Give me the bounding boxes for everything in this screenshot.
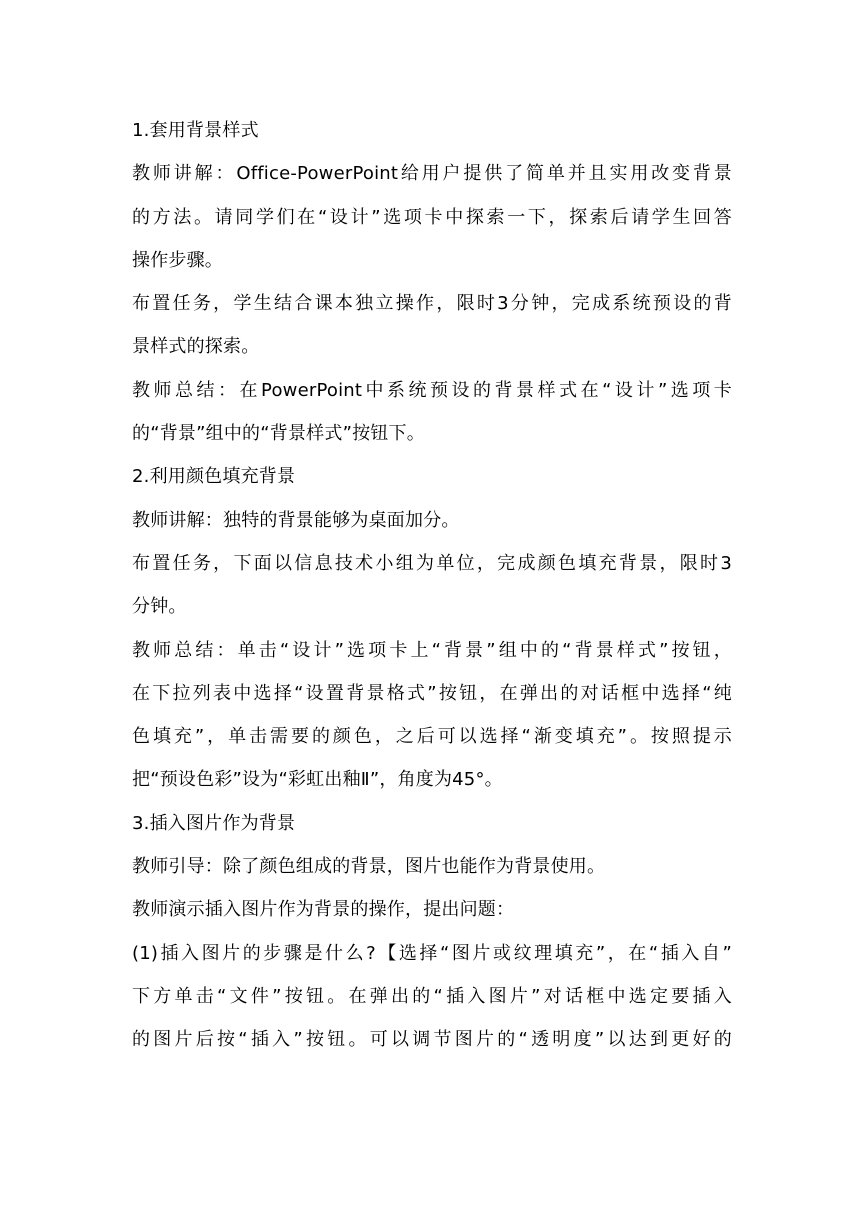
paragraph-line: 教师讲解：独特的背景能够为桌面加分。 xyxy=(132,509,460,531)
paragraph-line: 布置任务，学生结合课本独立操作，限时3分钟，完成系统预设的背 xyxy=(132,293,732,315)
paragraph-line: 的“背景”组中的“背景样式”按钮下。 xyxy=(132,423,425,445)
paragraph-line: 教师总结：在PowerPoint中系统预设的背景样式在“设计”选项卡 xyxy=(132,379,732,401)
paragraph-line: 教师讲解：Office-PowerPoint给用户提供了简单并且实用改变背景 xyxy=(132,163,732,185)
paragraph-line: 下方单击“文件”按钮。在弹出的“插入图片”对话框中选定要插入 xyxy=(132,985,732,1007)
paragraph-line: 布置任务，下面以信息技术小组为单位，完成颜色填充背景，限时3 xyxy=(132,552,732,574)
paragraph-line: 分钟。 xyxy=(132,596,187,618)
paragraph-line: 的图片后按“插入”按钮。可以调节图片的“透明度”以达到更好的 xyxy=(132,1029,732,1051)
paragraph-line: 色填充”，单击需要的颜色，之后可以选择“渐变填充”。按照提示 xyxy=(132,726,732,748)
paragraph-line: 教师总结：单击“设计”选项卡上“背景”组中的“背景样式”按钮， xyxy=(132,639,732,661)
paragraph-line: (1)插入图片的步骤是什么?【选择“图片或纹理填充”，在“插入自” xyxy=(132,942,732,964)
section-heading-2: 2.利用颜色填充背景 xyxy=(132,466,296,488)
paragraph-line: 把“预设色彩”设为“彩虹出釉Ⅱ”，角度为45°。 xyxy=(132,769,503,791)
paragraph-line: 教师演示插入图片作为背景的操作，提出问题： xyxy=(132,899,515,921)
section-heading-1: 1.套用背景样式 xyxy=(132,120,259,141)
paragraph-line: 教师引导：除了颜色组成的背景，图片也能作为背景使用。 xyxy=(132,856,606,878)
document-body xyxy=(132,109,732,1062)
section-heading-3: 3.插入图片作为背景 xyxy=(132,812,296,834)
paragraph-line: 的方法。请同学们在“设计”选项卡中探索一下，探索后请学生回答 xyxy=(132,206,732,228)
paragraph-line: 操作步骤。 xyxy=(132,249,223,271)
paragraph-line: 在下拉列表中选择“设置背景格式”按钮，在弹出的对话框中选择“纯 xyxy=(132,682,732,704)
paragraph-line: 景样式的探索。 xyxy=(132,336,260,358)
